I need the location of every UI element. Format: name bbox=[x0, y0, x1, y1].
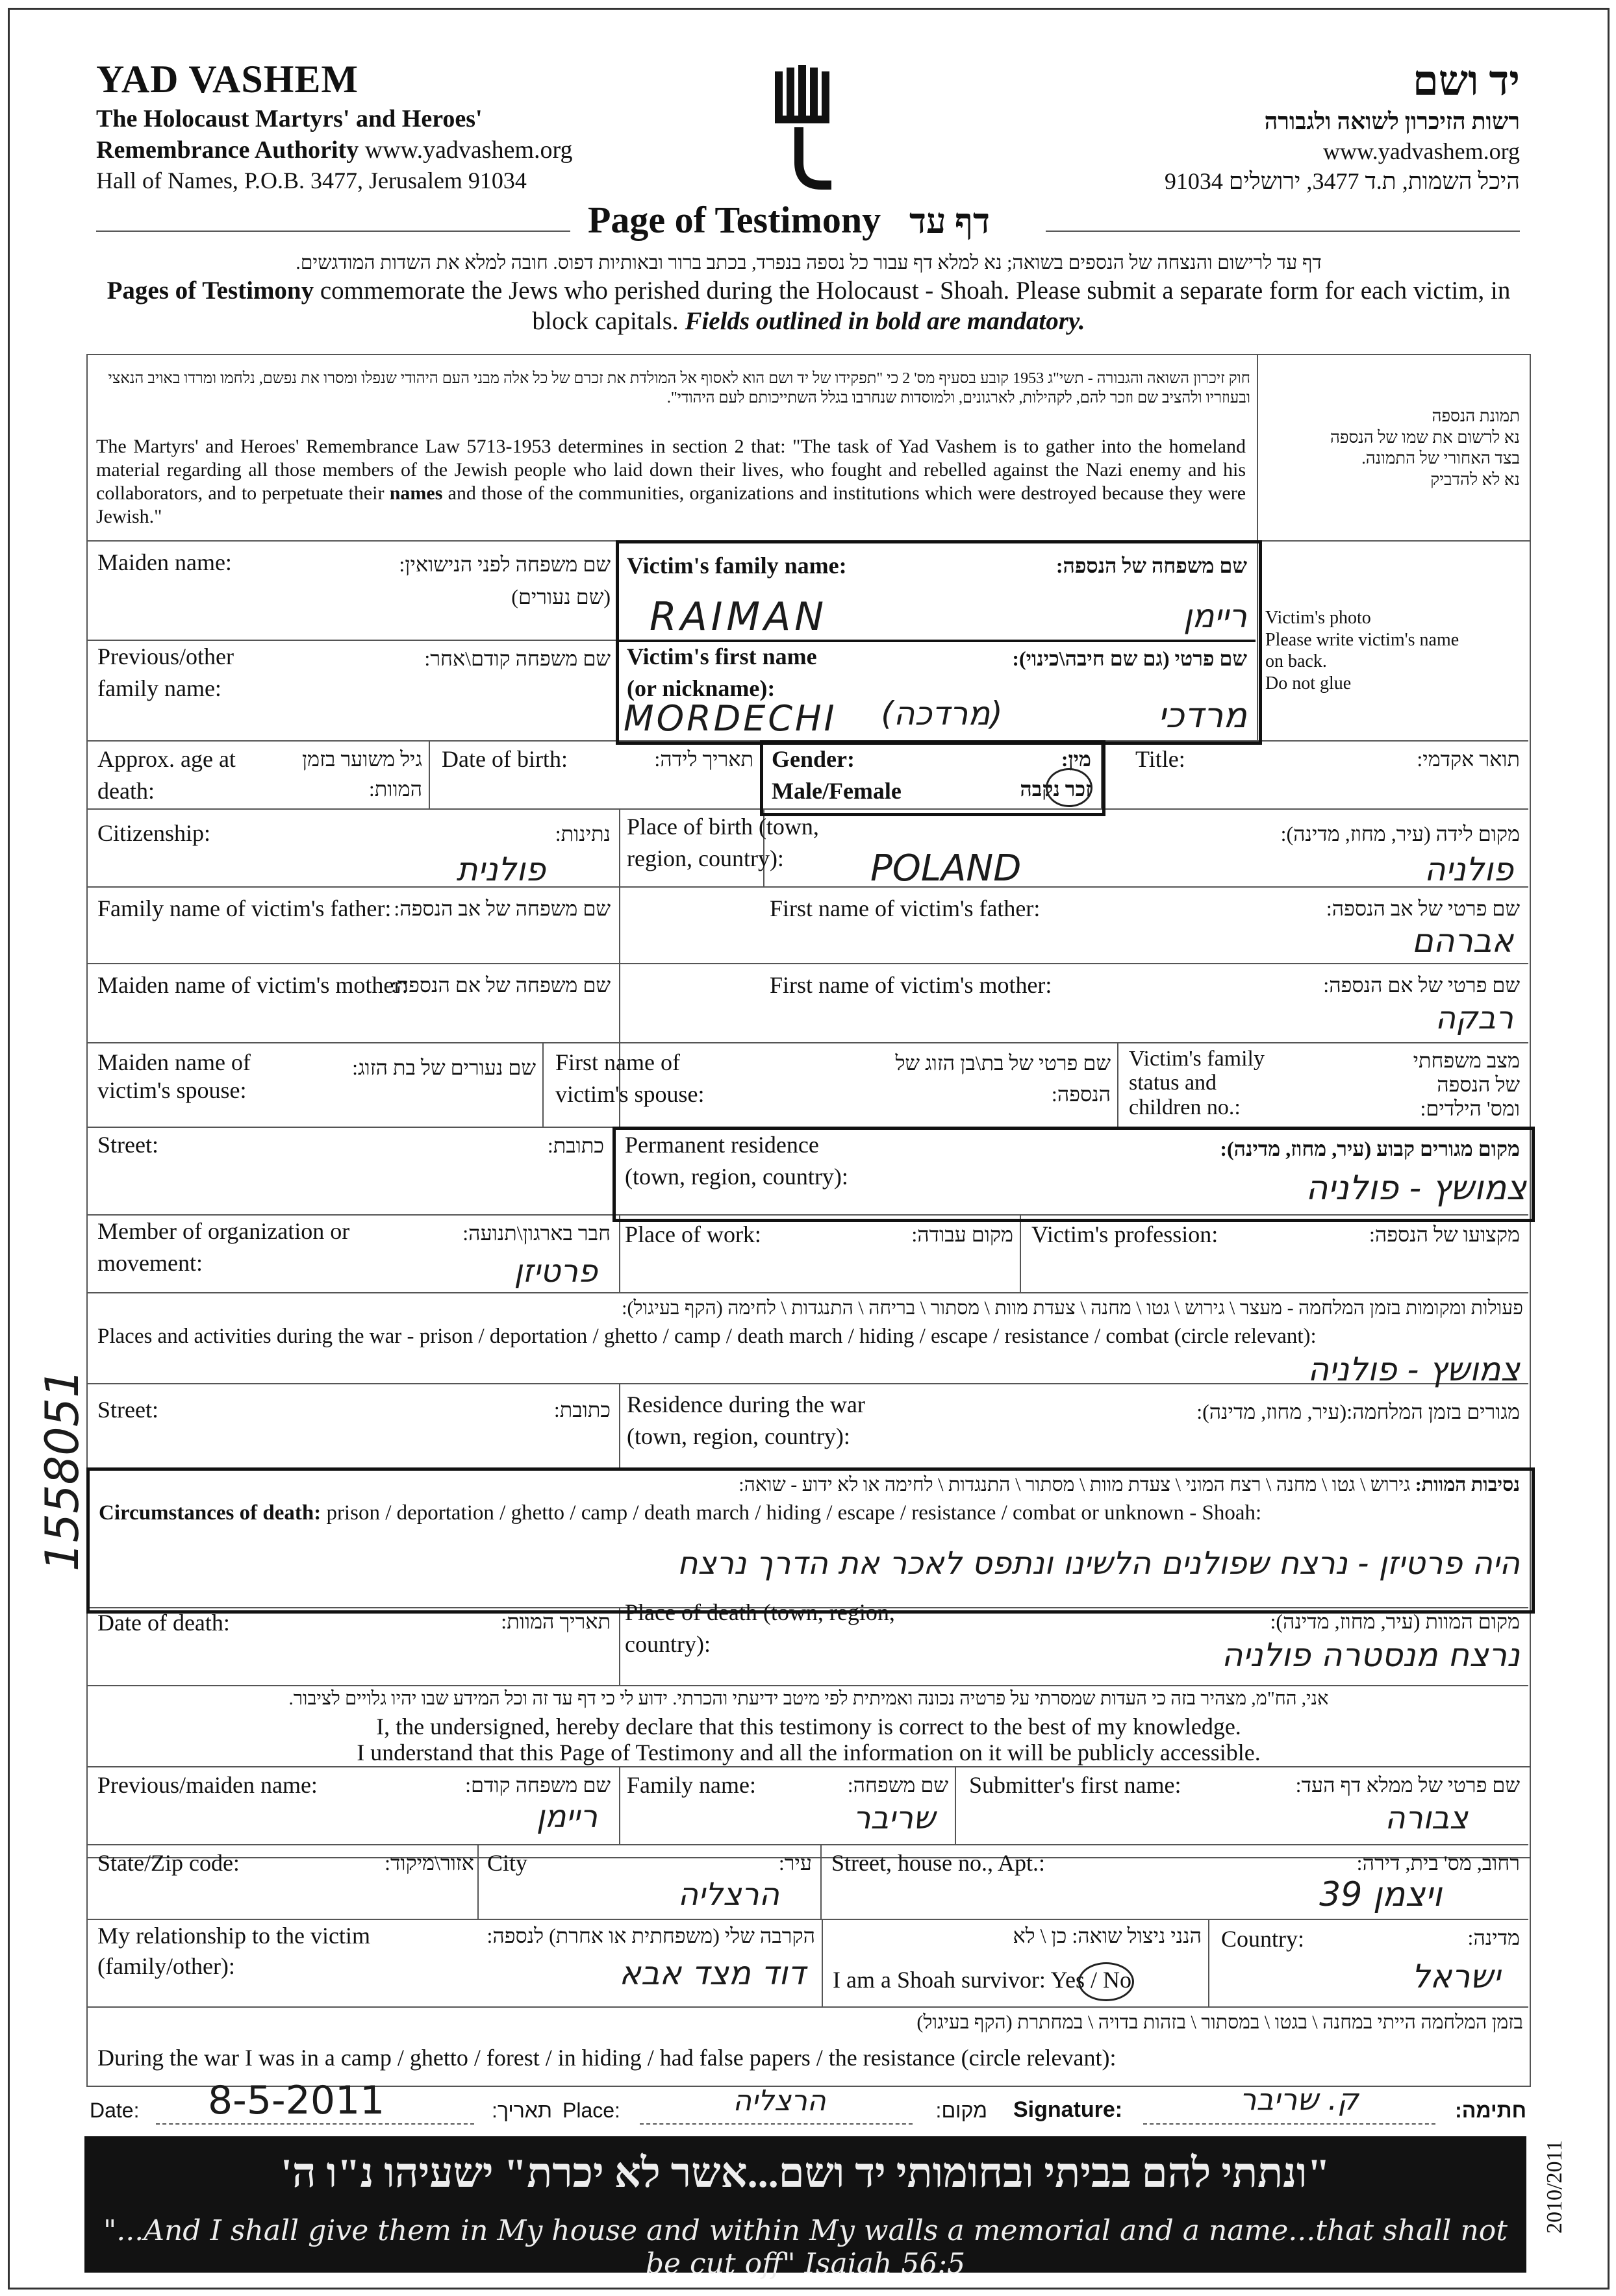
place-label-he: מקום: bbox=[935, 2099, 987, 2122]
age-at-death-label: Approx. age at death: bbox=[97, 746, 236, 805]
quote-banner bbox=[84, 2136, 1526, 2280]
submitter-first-name-label-he: שם פרטי של ממלא דף העד: bbox=[1295, 1773, 1520, 1797]
form-version-year: 2010/2011 bbox=[1543, 2140, 1567, 2234]
maiden-name-label-he: שם משפחה לפני הנישואין: bbox=[399, 553, 611, 576]
war-street-label: Street: bbox=[97, 1397, 158, 1423]
submitter-family-name-label-he: שם משפחה: bbox=[847, 1773, 948, 1797]
signature-label: Signature: bbox=[1013, 2097, 1123, 2122]
victim-family-name-label-he: שם משפחה של הנספה: bbox=[1055, 554, 1247, 577]
profession-label-he: מקצועו של הנספה: bbox=[1369, 1223, 1520, 1246]
survivor-yes-circle[interactable] bbox=[1078, 1962, 1134, 2001]
war-activities-value[interactable]: צמושץ - פולניה bbox=[1307, 1351, 1520, 1388]
city-value[interactable]: הרצליה bbox=[677, 1877, 779, 1913]
city-label-he: עיר: bbox=[778, 1851, 812, 1875]
maiden-name-label: Maiden name: bbox=[97, 549, 232, 575]
father-family-name-label: Family name of victim's father: bbox=[97, 895, 392, 921]
address-en: Hall of Names, P.O.B. 3477, Jerusalem 91034 bbox=[96, 168, 527, 193]
victim-first-name-value-he[interactable]: מרדכי bbox=[1157, 695, 1247, 736]
date-of-death-label: Date of death: bbox=[97, 1610, 230, 1636]
permanent-residence-value[interactable]: צמושץ - פולניה bbox=[1306, 1169, 1526, 1208]
place-of-death-value[interactable]: נרצח מנסטרה פולניה bbox=[1221, 1636, 1520, 1674]
submitter-first-name-value[interactable]: צבורה bbox=[1385, 1800, 1468, 1836]
citizenship-value[interactable]: פולנית bbox=[456, 851, 546, 888]
family-status-label: Victim's family status and children no.: bbox=[1129, 1047, 1265, 1119]
gender-label-he: מין: זכר נקבה bbox=[1020, 747, 1091, 801]
org-line1-en: The Holocaust Martyrs' and Heroes' bbox=[96, 105, 483, 132]
title-label-he: תואר אקדמי: bbox=[1417, 747, 1520, 771]
date-of-birth-label-he: תאריך לידה: bbox=[654, 747, 753, 771]
circumstances-label: Circumstances of death: prison / deportation / ghetto / camp / death march / hiding / escape / resistance / combat or unknown - Shoah: bbox=[99, 1501, 1262, 1525]
organization-value[interactable]: פרטיזן bbox=[514, 1253, 598, 1290]
survivor-label: I am a Shoah survivor: Yes / No bbox=[833, 1967, 1131, 1993]
previous-name-label-he: שם משפחה קודם\אחר: bbox=[424, 647, 611, 670]
citizenship-label-he: נתינות: bbox=[555, 822, 611, 845]
relationship-value[interactable]: דוד מצד אבא bbox=[619, 1954, 805, 1992]
war-street-label-he: כתובת: bbox=[553, 1398, 611, 1421]
age-at-death-label-he: גיל משוער בזמן המוות: bbox=[301, 747, 422, 801]
profession-label: Victim's profession: bbox=[1031, 1221, 1218, 1247]
place-of-birth-label-he: מקום לידה (עיר, מחוז, מדינה): bbox=[1280, 822, 1520, 845]
date-value[interactable]: 8-5-2011 bbox=[208, 2078, 385, 2123]
zip-code-label: State/Zip code: bbox=[97, 1850, 240, 1876]
submitter-family-name-label: Family name: bbox=[627, 1772, 756, 1798]
law-text-en: The Martyrs' and Heroes' Remembrance Law 5713-1953 determines in section 2 that: "The task of Yad Vashem is to gather into the homeland material regarding all those members of the Jewish people who laid down their lives, who fought and rebelled against the Nazi enemy and his collaborators, and to perpetuate their names and those of the communities, organizations and institutions which were destroyed because they were Jewish." bbox=[96, 436, 1246, 527]
date-label-he: תאריך: bbox=[492, 2099, 552, 2122]
spouse-maiden-name-label-he: שם נעורים של בת הזוג: bbox=[352, 1056, 536, 1079]
victim-family-name-label: Victim's family name: bbox=[627, 553, 847, 579]
spouse-maiden-name-label: Maiden name of victim's spouse: bbox=[97, 1049, 251, 1104]
family-status-label-he: מצב משפחתי של הנספה ומס' הילדים: bbox=[1413, 1049, 1520, 1120]
submitter-first-name-label: Submitter's first name: bbox=[969, 1772, 1181, 1798]
submitter-previous-name-label: Previous/maiden name: bbox=[97, 1772, 318, 1798]
victim-family-name-value[interactable]: RAIMAN bbox=[650, 594, 828, 640]
war-activities-label-he: פעולות ומקומות בזמן המלחמה - מעצר \ גירוש \ גטו \ מחנה \ צעדת מוות \ מסתור \ בריחה \ התנגדות \ לחימה (הקף בעיגול): bbox=[622, 1297, 1523, 1319]
address-he: היכל השמות, ת.ד 3477, ירושלים 91034 bbox=[1164, 168, 1520, 194]
date-of-death-label-he: תאריך המוות: bbox=[501, 1610, 611, 1633]
place-value[interactable]: הרצליה bbox=[733, 2084, 826, 2117]
spouse-first-name-label-he: שם פרטי של בת\בן הזוג של הנספה: bbox=[895, 1051, 1111, 1106]
place-of-work-label: Place of work: bbox=[625, 1221, 761, 1247]
intro-he: דף עד לרישום והנצחה של הנספים בשואה; נא למלא דף עבור כל נספה בנפרד, בכתב ברור ובאותיות דפוס. חובה למלא את השדות המודגשים. bbox=[296, 252, 1322, 273]
org-line1-he: רשות הזיכרון לשואה ולגבורה bbox=[1264, 108, 1520, 134]
place-of-death-label-he: מקום המוות (עיר, מחוז, מדינה): bbox=[1270, 1610, 1520, 1633]
mother-first-name-label: First name of victim's mother: bbox=[770, 972, 1052, 998]
submitter-street-label: Street, house no., Apt.: bbox=[831, 1850, 1045, 1876]
org-name-he: יד ושם bbox=[1412, 58, 1520, 104]
place-of-work-label-he: מקום עבודה: bbox=[911, 1223, 1013, 1246]
place-of-birth-value-he[interactable]: פולניה bbox=[1424, 851, 1513, 888]
title-label: Title: bbox=[1135, 746, 1185, 772]
place-of-birth-value[interactable]: POLAND bbox=[870, 847, 1022, 890]
date-label: Date: bbox=[90, 2099, 140, 2122]
victim-first-name-value[interactable]: MORDECHI bbox=[624, 698, 837, 739]
form-title-en: Page of Testimony bbox=[588, 199, 881, 241]
street-label: Street: bbox=[97, 1132, 158, 1158]
quote-he: "ונתתי להם בביתי ובחומותי יד ושם...אשר לא יכרת" ישעיהו נ"ו ה' bbox=[281, 2150, 1330, 2196]
margin-record-id: 1558051 bbox=[36, 1369, 89, 1571]
submitter-previous-name-label-he: שם משפחה קודם: bbox=[465, 1773, 611, 1797]
photo-instructions-he: תמונת הנספה נא לרשום את שמו של הנספה בצד האחורי של התמונה. נא לא להדביק bbox=[1330, 406, 1520, 489]
mother-maiden-name-label-he: שם משפחה של אם הנספה: bbox=[390, 973, 611, 997]
country-label: Country: bbox=[1221, 1926, 1305, 1952]
signature-label-he: חתימה: bbox=[1455, 2099, 1526, 2122]
submitter-war-label-he: בזמן המלחמה הייתי במחנה \ בגטו \ במסתור \ בזהות בדויה \ במחתרת (הקף בעיגול) bbox=[916, 2012, 1523, 2033]
father-first-name-label: First name of victim's father: bbox=[770, 895, 1041, 921]
submitter-war-label: During the war I was in a camp / ghetto / forest / in hiding / had false papers / the resistance (circle relevant): bbox=[97, 2045, 1117, 2071]
gender-label: Gender: Male/Female bbox=[772, 746, 902, 805]
permanent-residence-label-he: מקום מגורים קבוע (עיר, מחוז, מדינה): bbox=[1220, 1137, 1520, 1160]
mother-first-name-label-he: שם פרטי של אם הנספה: bbox=[1323, 973, 1520, 997]
declaration-he: אני, הח"מ, מצהיר בזה כי העדות שמסרתי על פרטיה נכונה ואמיתית לפי מיטב ידיעתי והכרתי. ידוע לי כי דף עד זה וכל המידע שבו יהיו גלויים לציבור. bbox=[288, 1688, 1329, 1709]
father-family-name-label-he: שם משפחה של אב הנספה: bbox=[394, 897, 611, 920]
org-name-en: YAD VASHEM bbox=[96, 58, 359, 101]
mother-maiden-name-label: Maiden name of victim's mother: bbox=[97, 972, 409, 998]
relationship-label: My relationship to the victim (family/other): bbox=[97, 1923, 370, 1980]
spouse-first-name-label: First name of victim's spouse: bbox=[555, 1049, 705, 1108]
form-title-he: דף עד bbox=[909, 202, 990, 241]
photo-instructions-en: Victim's photo Please write victim's name on back. Do not glue bbox=[1265, 608, 1459, 693]
submitter-family-name-value[interactable]: שריבר bbox=[853, 1800, 935, 1836]
war-residence-label: Residence during the war (town, region, country): bbox=[627, 1391, 865, 1450]
organization-label-he: חבר בארגון\תנועה: bbox=[462, 1221, 611, 1245]
org-line2-en: Remembrance Authority bbox=[96, 136, 359, 164]
citizenship-label: Citizenship: bbox=[97, 820, 210, 846]
victim-family-name-value-he[interactable]: ריימן bbox=[1183, 597, 1247, 635]
quote-en: "...And I shall give them in My house and within My walls a memorial and a name...that shall not be cut off" Isaiah 56:5 bbox=[103, 2214, 1508, 2280]
country-label-he: מדינה: bbox=[1467, 1926, 1520, 1949]
declaration-en-2: I understand that this Page of Testimony and all the information on it will be publicly accessible. bbox=[357, 1740, 1261, 1766]
signature-value[interactable]: ק. שריבר bbox=[1239, 2082, 1359, 2117]
website-he: www.yadvashem.org bbox=[1323, 138, 1520, 164]
war-residence-label-he: מגורים בזמן המלחמה:(עיר, מחוז, מדינה): bbox=[1196, 1400, 1520, 1423]
submitter-previous-name-value[interactable]: ריימן bbox=[536, 1799, 598, 1835]
country-value[interactable]: ישראל bbox=[1411, 1958, 1500, 1995]
father-first-name-label-he: שם פרטי של אב הנספה: bbox=[1326, 897, 1520, 920]
date-of-birth-label: Date of birth: bbox=[442, 746, 568, 772]
victim-first-name-label-he: שם פרטי (גם שם חיבה\כינוי): bbox=[1012, 647, 1247, 670]
survivor-label-he: הנני ניצול שואה: כן \ לא bbox=[1013, 1924, 1202, 1947]
city-label: City bbox=[487, 1850, 528, 1876]
intro-en: Pages of Testimony commemorate the Jews who perished during the Holocaust - Shoah. Please submit a separate form for each victim, in block capitals. Fields outlined in bold are mandatory. bbox=[107, 277, 1511, 335]
place-label: Place: bbox=[562, 2099, 620, 2122]
war-activities-label: Places and activities during the war - prison / deportation / ghetto / camp / death march / hiding / escape / resistance / combat (circle relevant): bbox=[97, 1325, 1317, 1348]
submitter-street-label-he: רחוב, מס' בית, דירה: bbox=[1356, 1851, 1520, 1875]
zip-code-label-he: אזור\מיקוד: bbox=[385, 1851, 474, 1875]
header-right bbox=[935, 57, 1520, 195]
victim-nickname-value[interactable]: (מרדכה) bbox=[881, 695, 1003, 732]
circumstances-value[interactable]: היה פרטיזן - נרצח שפולנים הלשינו ונתפס לאכר את הדרך נרצח bbox=[677, 1545, 1520, 1582]
permanent-residence-label: Permanent residence (town, region, country): bbox=[625, 1132, 848, 1190]
mother-first-name-value[interactable]: רבקה bbox=[1435, 1000, 1513, 1036]
submitter-street-value[interactable]: ויצמן 39 bbox=[1319, 1875, 1442, 1914]
website-en: www.yadvashem.org bbox=[364, 136, 573, 164]
organization-label: Member of organization or movement: bbox=[97, 1218, 350, 1277]
relationship-label-he: הקרבה שלי (משפחתית או אחרת) לנספה: bbox=[486, 1924, 815, 1947]
maiden-name-label-he2: (שם נעורים) bbox=[511, 585, 611, 608]
declaration-en-1: I, the undersigned, hereby declare that this testimony is correct to the best of my knowledge. bbox=[376, 1714, 1241, 1740]
father-first-name-value[interactable]: אברהם bbox=[1411, 922, 1513, 960]
previous-name-label: Previous/other family name: bbox=[97, 643, 234, 702]
victim-first-name-label: Victim's first name (or nickname): bbox=[627, 643, 817, 702]
yad-vashem-logo bbox=[770, 65, 841, 195]
place-of-death-label: Place of death (town, region, country): bbox=[625, 1599, 895, 1658]
gender-male-circle[interactable] bbox=[1046, 768, 1092, 807]
street-label-he: כתובת: bbox=[547, 1134, 604, 1157]
circumstances-label-he: נסיבות המוות: גירוש \ גטו \ מחנה \ רצח המוני \ צעדת מוות \ מסתור \ התנגדות \ לחימה או לא ידוע - שואה: bbox=[739, 1474, 1520, 1495]
header-left bbox=[96, 57, 572, 194]
law-text-he: חוק זיכרון השואה והגבורה - תשי"ג 1953 קובע בסעיף מס' 2 כי "תפקידו של יד ושם הוא לאסוף אל המולדת את זכרם של כל אלה מבני העם היהודי שנפלו ומסרו את נפשם, נלחמו ומרדו באויב הנאצי ובעוזריו ולהציב שם וזכר להם, לקהילות, לארגונים, ולמוסדות שנחרבו בגלל השתייכותם לעם היהודי". bbox=[108, 370, 1250, 406]
place-of-birth-label: Place of birth (town, region, country): bbox=[627, 814, 819, 872]
